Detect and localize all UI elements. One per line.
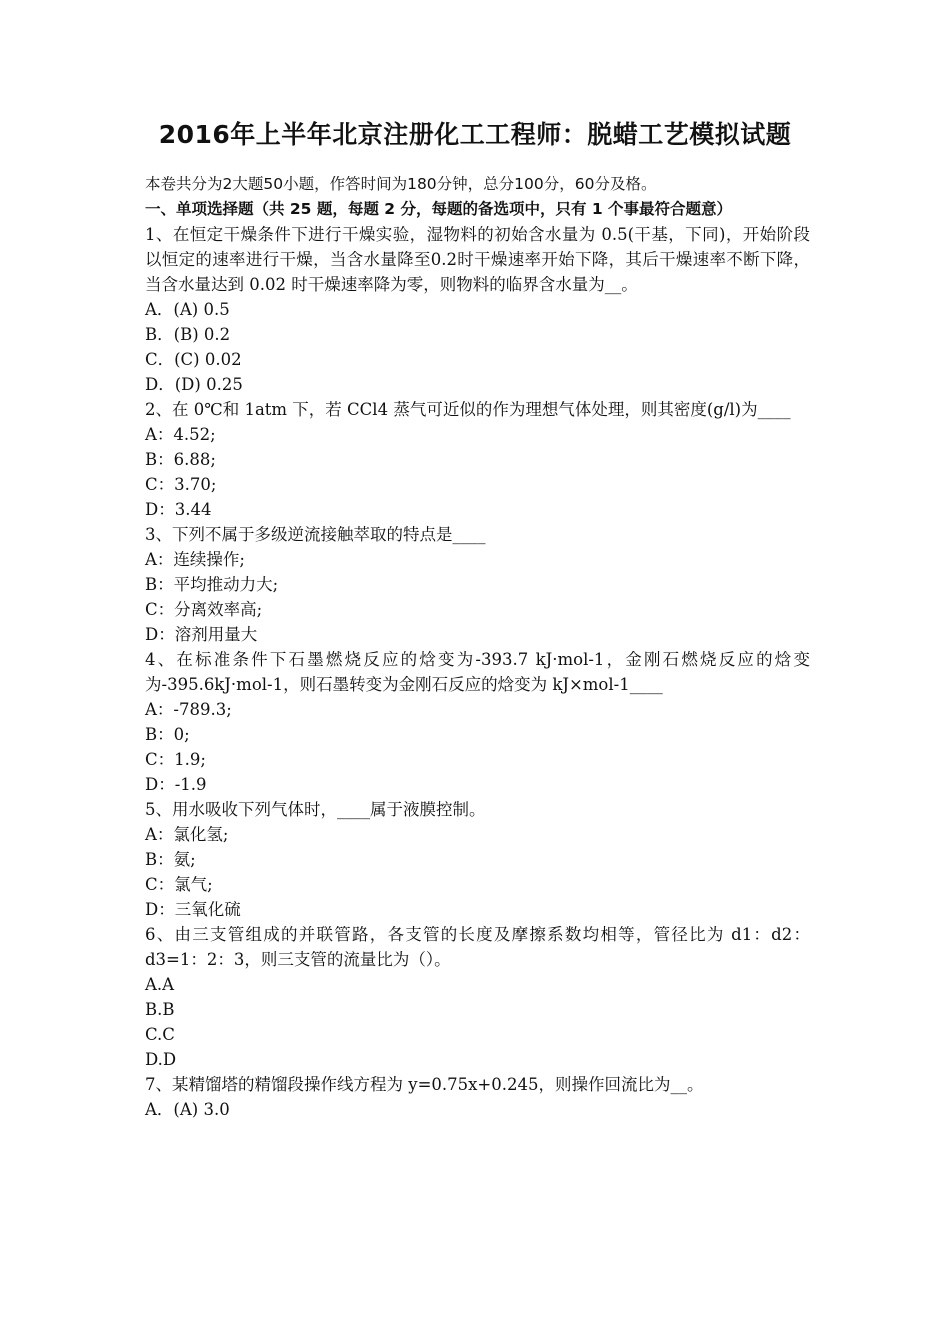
answer-option: D.D — [145, 1050, 177, 1069]
question-stem: 1、在恒定干燥条件下进行干燥实验，湿物料的初始含水量为 0.5(干基，下同)，开始阶段以恒定的速率进行干燥，当含水量降至0.2时干燥速率开始下降，其后干燥速率不断下降，当含水量达到 0.02 时干燥速率降为零，则物料的临界含水量为__。 — [145, 225, 810, 294]
answer-option: D：溶剂用量大 — [145, 625, 258, 644]
answer-option: B：6.88; — [145, 450, 216, 469]
answer-option: D：3.44 — [145, 500, 212, 519]
question-stem: 3、下列不属于多级逆流接触萃取的特点是____ — [145, 525, 486, 544]
answer-option: A：氯化氢; — [145, 825, 229, 844]
answer-option: A：-789.3; — [145, 700, 232, 719]
question-block — [145, 397, 810, 522]
question-block — [145, 797, 810, 922]
question-block — [145, 647, 810, 797]
question-stem: 2、在 0℃和 1atm 下，若 CCl4 蒸气可近似的作为理想气体处理，则其密度(g/l)为____ — [145, 400, 791, 419]
question-stem: 4、在标准条件下石墨燃烧反应的焓变为-393.7 kJ·mol-1，金刚石燃烧反应的焓变为-395.6kJ·mol-1，则石墨转变为金刚石反应的焓变为 kJ×mol-1____ — [145, 650, 810, 694]
answer-option: C：1.9; — [145, 750, 206, 769]
question-block — [145, 1072, 810, 1122]
answer-option: A：连续操作; — [145, 550, 245, 569]
question-stem: 5、用水吸收下列气体时，____属于液膜控制。 — [145, 800, 486, 819]
answer-option: D：-1.9 — [145, 775, 207, 794]
answer-option: C：氯气; — [145, 875, 213, 894]
document-body — [145, 172, 810, 1122]
answer-option: D：三氧化硫 — [145, 900, 241, 919]
answer-option: A．(A) 0.5 — [145, 300, 230, 319]
answer-option: B.B — [145, 1000, 175, 1019]
answer-option: B．(B) 0.2 — [145, 325, 231, 344]
question-stem: 6、由三支管组成的并联管路，各支管的长度及摩擦系数均相等，管径比为 d1：d2：d3=1：2：3，则三支管的流量比为（）。 — [145, 925, 810, 969]
exam-intro: 本卷共分为2大题50小题，作答时间为180分钟，总分100分，60分及格。 — [145, 175, 657, 193]
answer-option: C．(C) 0.02 — [145, 350, 242, 369]
answer-option: A.A — [145, 975, 175, 994]
question-block — [145, 922, 810, 1072]
answer-option: D．(D) 0.25 — [145, 375, 243, 394]
answer-option: B：0; — [145, 725, 190, 744]
question-stem: 7、某精馏塔的精馏段操作线方程为 y=0.75x+0.245，则操作回流比为__。 — [145, 1075, 704, 1094]
answer-option: A．(A) 3.0 — [145, 1100, 230, 1119]
question-block — [145, 522, 810, 647]
section-heading: 一、单项选择题（共 25 题，每题 2 分，每题的备选项中，只有 1 个事最符合题意） — [145, 200, 733, 218]
question-block — [145, 222, 810, 397]
answer-option: B：氨; — [145, 850, 196, 869]
answer-option: B：平均推动力大; — [145, 575, 279, 594]
document-title: 2016年上半年北京注册化工工程师：脱蜡工艺模拟试题 — [158, 120, 792, 149]
answer-option: A：4.52; — [145, 425, 216, 444]
answer-option: C：分离效率高; — [145, 600, 263, 619]
answer-option: C.C — [145, 1025, 175, 1044]
answer-option: C：3.70; — [145, 475, 217, 494]
